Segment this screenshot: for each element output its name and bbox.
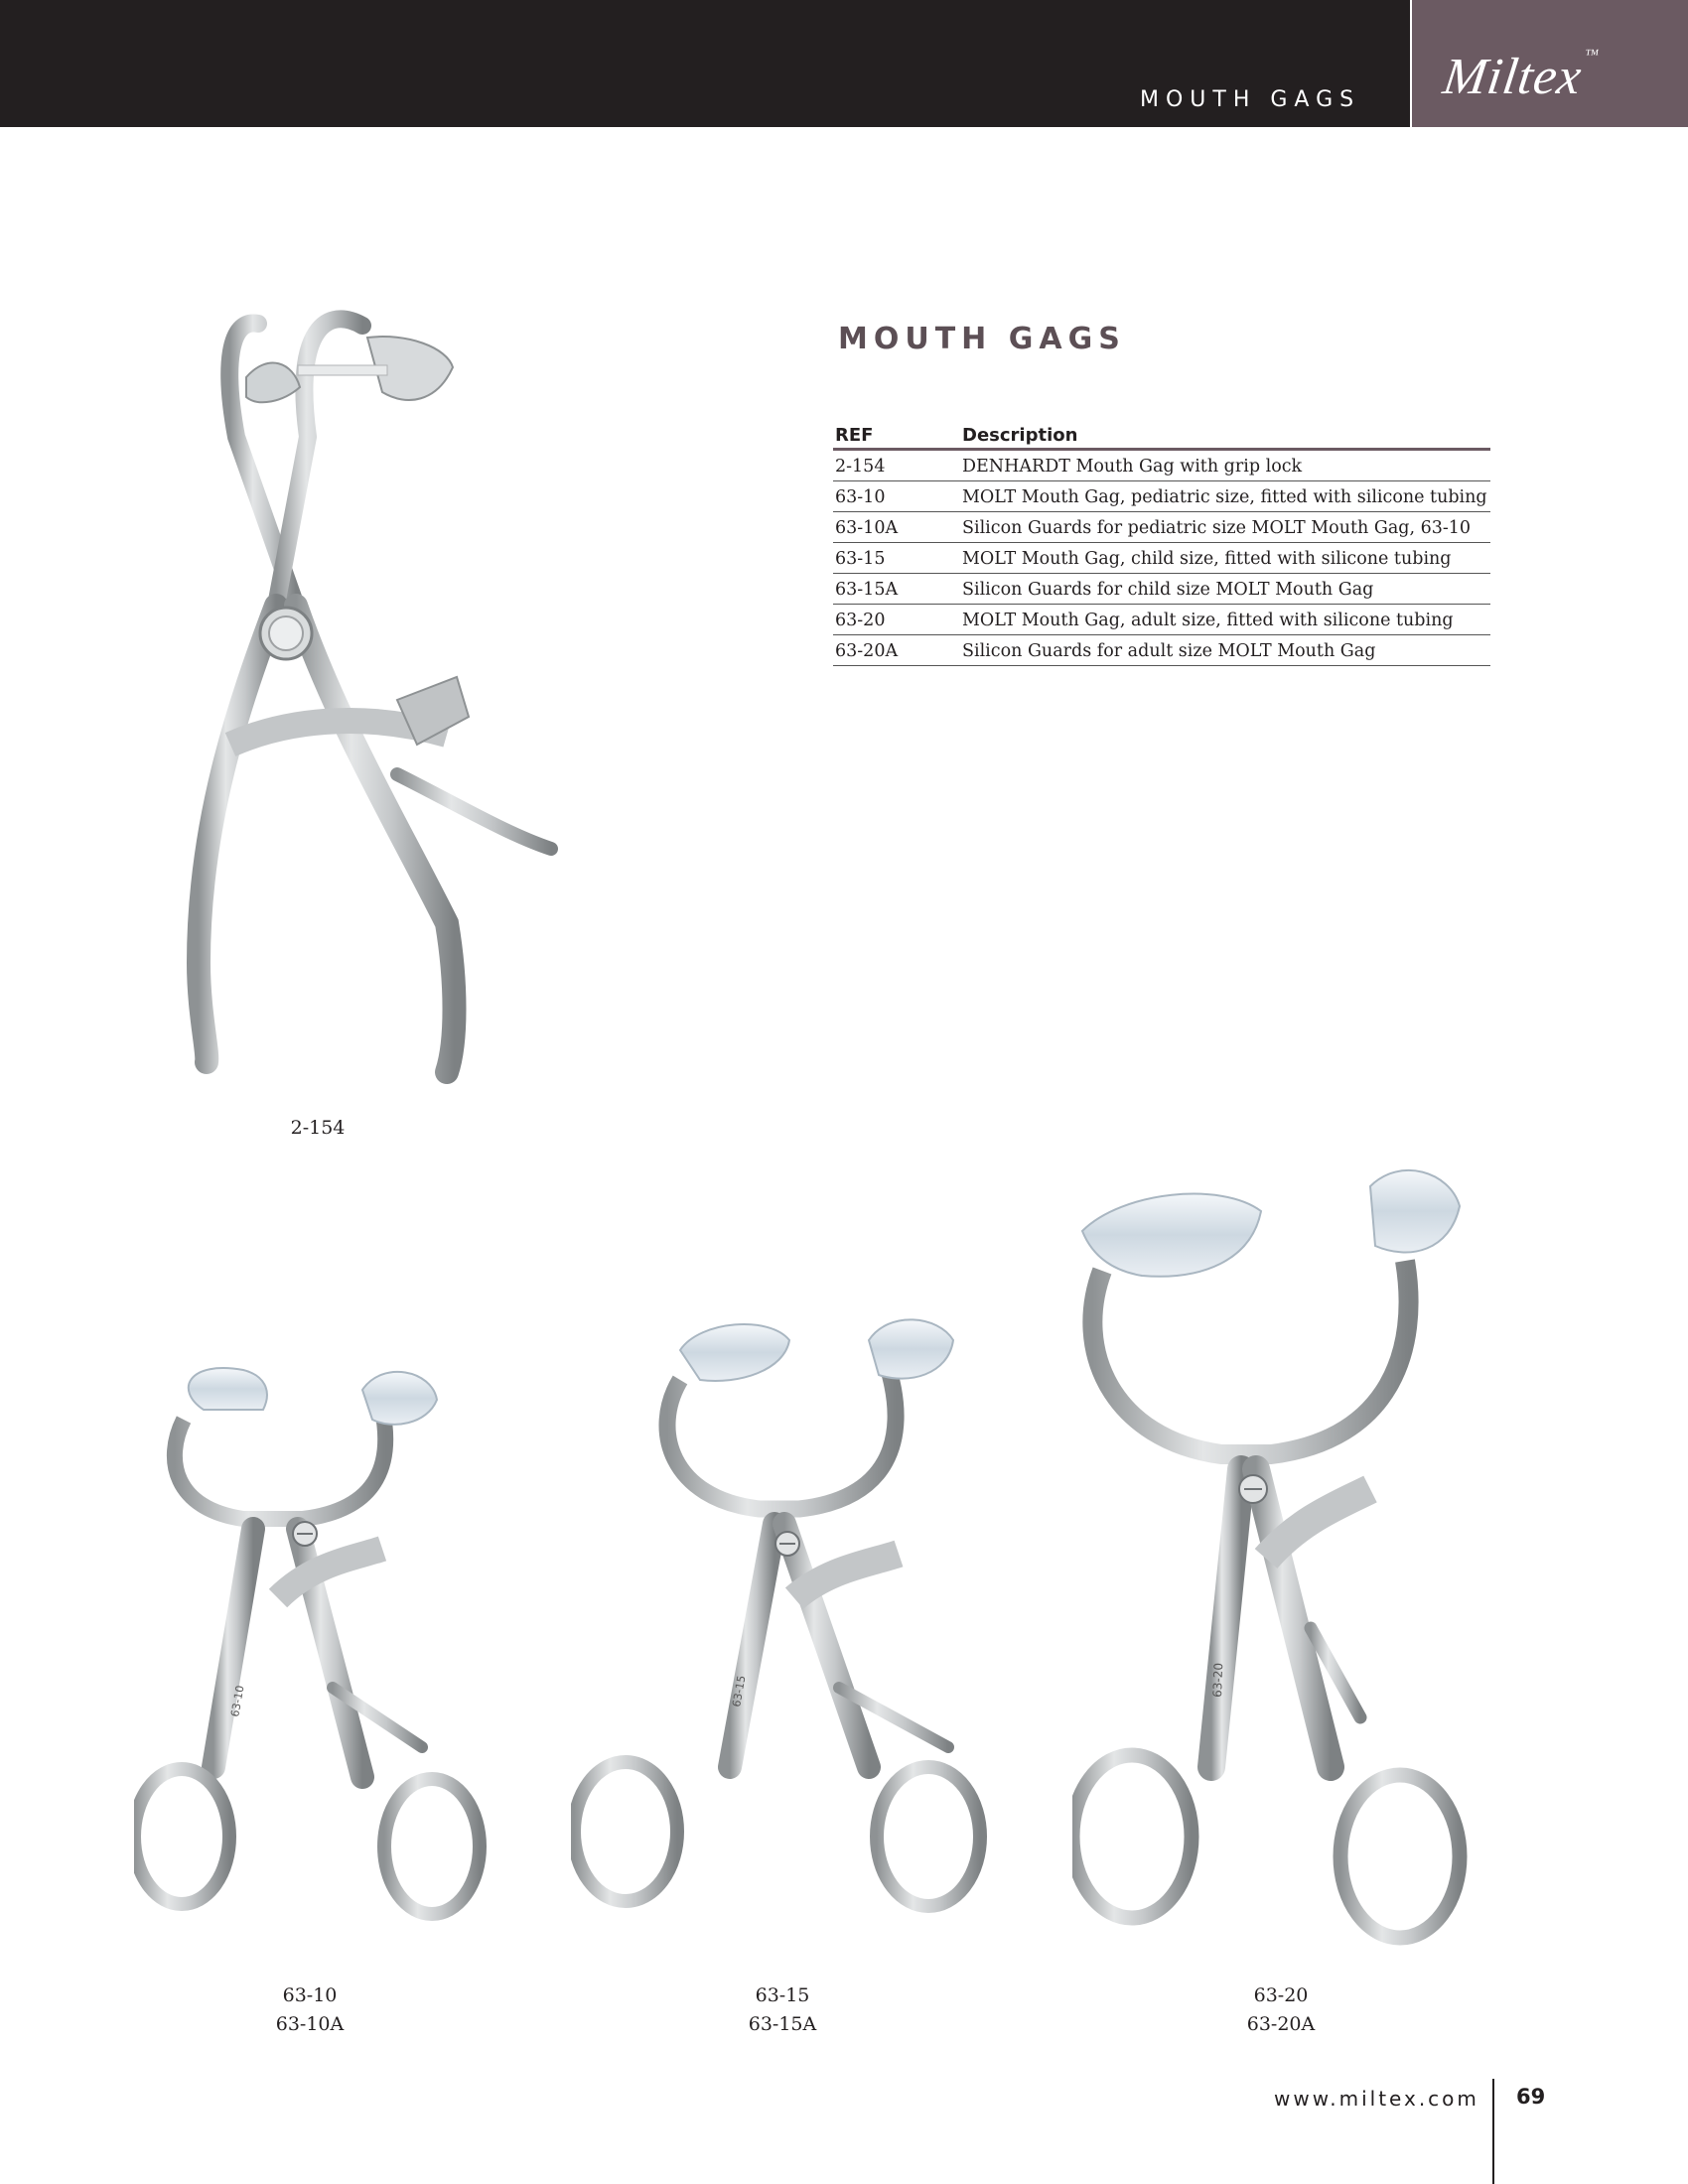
caption-molt-15 <box>723 1981 842 2039</box>
caption-ref: 63-20 <box>1253 1984 1309 2006</box>
table-row <box>833 481 1490 512</box>
table-header-row <box>833 425 1490 450</box>
molt-child-mouth-gag-image <box>571 1300 1028 1966</box>
ref-cell: 63-20A <box>833 635 960 666</box>
description-cell: MOLT Mouth Gag, child size, fitted with silicone tubing <box>960 543 1490 574</box>
caption-ref-guard: 63-10A <box>275 2013 345 2035</box>
table-row <box>833 635 1490 666</box>
ref-cell: 63-15A <box>833 574 960 605</box>
header-bar <box>0 0 1410 127</box>
engraving-molt-10: 63-10 <box>228 1684 247 1718</box>
molt-pediatric-mouth-gag-image <box>134 1350 526 1966</box>
product-table <box>833 425 1490 666</box>
table-row <box>833 574 1490 605</box>
caption-molt-10 <box>250 1981 369 2039</box>
caption-denhardt: 2-154 <box>290 1117 346 1139</box>
denhardt-mouth-gag-image <box>159 308 576 1092</box>
engraving-molt-20: 63-20 <box>1210 1662 1226 1699</box>
ref-cell: 63-10 <box>833 481 960 512</box>
column-header-ref: REF <box>833 425 960 450</box>
table-row <box>833 543 1490 574</box>
caption-molt-20 <box>1221 1981 1340 2039</box>
page-title: MOUTH GAGS <box>838 322 1126 356</box>
page-number: 69 <box>1516 2085 1546 2109</box>
description-cell: Silicon Guards for adult size MOLT Mouth Gag <box>960 635 1490 666</box>
ref-cell: 63-15 <box>833 543 960 574</box>
ref-cell: 2-154 <box>833 450 960 481</box>
caption-ref-guard: 63-15A <box>748 2013 817 2035</box>
description-cell: MOLT Mouth Gag, pediatric size, fitted with silicone tubing <box>960 481 1490 512</box>
table-row <box>833 450 1490 481</box>
engraving-molt-15: 63-15 <box>730 1674 749 1708</box>
footer-divider <box>1492 2079 1494 2184</box>
footer-url: www.miltex.com <box>1274 2087 1479 2111</box>
ref-cell: 63-20 <box>833 605 960 635</box>
caption-ref-guard: 63-20A <box>1246 2013 1316 2035</box>
table-row <box>833 605 1490 635</box>
description-cell: DENHARDT Mouth Gag with grip lock <box>960 450 1490 481</box>
ref-cell: 63-10A <box>833 512 960 543</box>
description-cell: Silicon Guards for child size MOLT Mouth Gag <box>960 574 1490 605</box>
description-cell: Silicon Guards for pediatric size MOLT Mouth Gag, 63-10 <box>960 512 1490 543</box>
brand-panel <box>1412 0 1688 127</box>
column-header-description: Description <box>960 425 1490 450</box>
table-row <box>833 512 1490 543</box>
molt-adult-mouth-gag-image <box>1072 1161 1489 1966</box>
caption-ref: 63-10 <box>282 1984 338 2006</box>
brand-logo: Miltex™ <box>1439 48 1601 105</box>
description-cell: MOLT Mouth Gag, adult size, fitted with silicone tubing <box>960 605 1490 635</box>
caption-ref: 63-15 <box>755 1984 810 2006</box>
section-label: MOUTH GAGS <box>1140 87 1361 112</box>
